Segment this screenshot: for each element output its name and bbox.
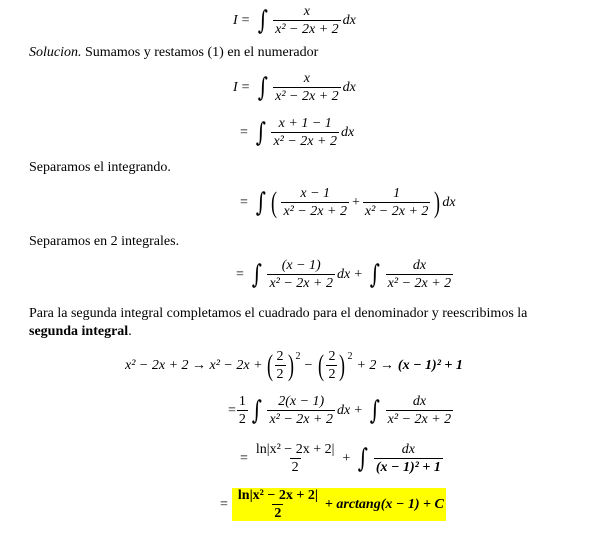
- integral-sign: ∫: [251, 395, 262, 426]
- equation-3: = ∫ $\frac{x + 1 - 1}{\text{x² − 2x + 2}}$ dx: [240, 116, 355, 149]
- fraction: $\frac{2}{2}$: [328, 349, 336, 382]
- fraction: $\frac{x}{\text{x² − 2x + 2}}$: [275, 71, 339, 104]
- complete-square-text: Para la segunda integral completamos el cuadrado para el denominador y reescribimos la segunda integral.: [29, 306, 528, 339]
- fraction: $\frac{2(x - 1)}{\text{x² − 2x + 2}}$: [269, 394, 333, 427]
- fraction: $\frac{\text{ln|x² − 2x + 2|}}{2}$: [255, 442, 335, 475]
- equation-1: I = ∫ $\frac{x}{\text{x² − 2x + 2}}$ dx: [233, 4, 356, 37]
- fraction: $\frac{x + 1 - 1}{\text{x² − 2x + 2}}$: [273, 116, 337, 149]
- equation-7: = $\frac{1}{2}$ ∫ $\frac{2(x - 1)}{\text{x² − 2x + 2}}$ dx + ∫ $\frac{dx}{\text{x² − 2x + 2}}$: [228, 394, 452, 427]
- integral-sign: ∫: [357, 443, 369, 474]
- equation-6: x² − 2x + 2 → x² − 2x + ( $\frac{2}{2}$ ) $^2$ − ( $\frac{2}{2}$ ) $^2$ + 2 → (x − 1)² + 1: [125, 348, 463, 382]
- equation-4: = ∫ ( $\frac{x - 1}{\text{x² − 2x + 2}}$ + $\frac{1}{\text{x² − 2x + 2}}$ ) dx: [240, 185, 456, 219]
- fraction: $\frac{x - 1}{\text{x² − 2x + 2}}$: [283, 186, 347, 219]
- fraction: $\frac{2}{2}$: [276, 349, 284, 382]
- fraction: $\frac{\text{ln|x² − 2x + 2|}}{2}$: [237, 488, 318, 521]
- integral-sign: ∫: [255, 117, 266, 148]
- fraction: $\frac{dx}{\text{x² − 2x + 2}}$: [387, 394, 452, 427]
- highlighted-result: $\frac{\text{ln|x² − 2x + 2|}}{2}$ + arctang(x − 1) + C: [232, 488, 446, 521]
- integral-sign: ∫: [369, 259, 380, 290]
- integral-sign: ∫: [255, 187, 266, 218]
- fraction: $\frac{1}{\text{x² − 2x + 2}}$: [364, 186, 429, 219]
- integral-sign: ∫: [257, 5, 268, 36]
- equation-5: = ∫ $\frac{(x - 1)}{\text{x² − 2x + 2}}$ dx + ∫ $\frac{dx}{\text{x² − 2x + 2}}$: [236, 258, 452, 291]
- fraction: $\frac{x}{\text{x² − 2x + 2}}$: [275, 4, 339, 37]
- separate-integrand-text: Separamos el integrando.: [29, 160, 171, 175]
- equation-2: I = ∫ $\frac{x}{\text{x² − 2x + 2}}$ dx: [233, 71, 356, 104]
- fraction: $\frac{dx}{\text{x² − 2x + 2}}$: [387, 258, 452, 291]
- equation-9-result: = $\frac{\text{ln|x² − 2x + 2|}}{2}$ + arctang(x − 1) + C: [220, 488, 444, 521]
- fraction: $\frac{1}{2}$: [238, 394, 246, 427]
- fraction: $\frac{dx}{\text{(x − 1)² + 1}}$: [375, 442, 441, 475]
- fraction: $\frac{(x - 1)}{\text{x² − 2x + 2}}$: [269, 258, 333, 291]
- integral-sign: ∫: [251, 259, 262, 290]
- variable-i: I: [233, 12, 238, 28]
- integral-sign: ∫: [369, 395, 380, 426]
- equation-8: = $\frac{\text{ln|x² − 2x + 2|}}{2}$ + ∫ $\frac{dx}{\text{(x − 1)² + 1}}$: [240, 442, 441, 475]
- separate-integrals-text: Separamos en 2 integrales.: [29, 234, 180, 249]
- integral-sign: ∫: [257, 72, 268, 103]
- solution-text: Solucion. Sumamos y restamos (1) en el numerador: [29, 45, 319, 60]
